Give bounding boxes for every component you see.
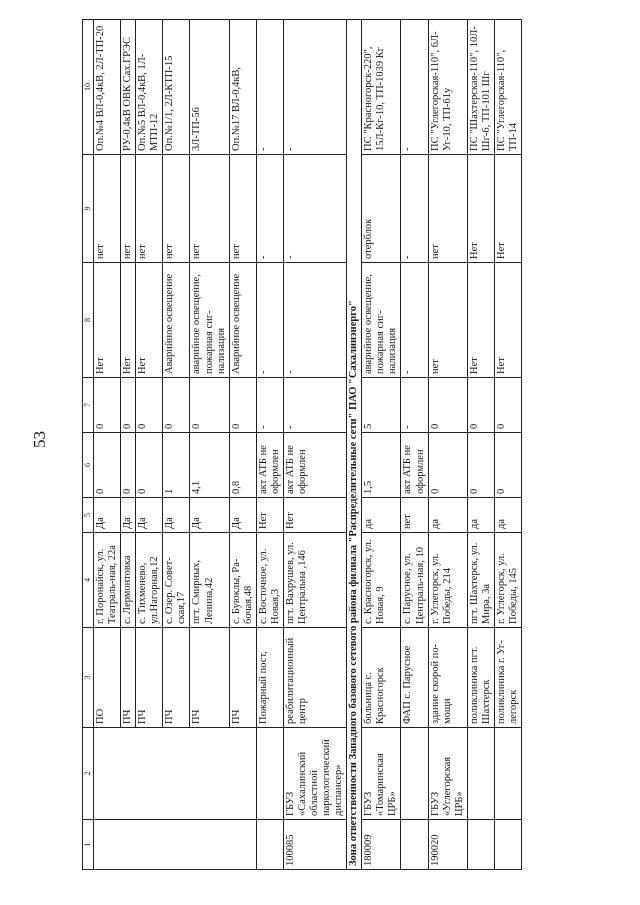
column-number: 2 (83, 728, 94, 820)
column-number: 8 (83, 263, 94, 378)
cell-c4: с. Лермонтовка (121, 533, 136, 628)
cell-c8: Нет (494, 263, 521, 378)
column-number: 3 (83, 628, 94, 728)
cell-c9: нет (136, 155, 163, 263)
cell-c10: - (256, 20, 283, 155)
cell-c3: ПЧ (163, 628, 190, 728)
table-row (94, 20, 121, 870)
cell-c1 (256, 820, 283, 870)
cell-c7: 0 (163, 378, 190, 433)
zone-heading: Зона ответственности Западного базового сетевого района филиала "Распределительные сети" ПАО "Сахалинэнерго" (347, 20, 362, 870)
cell-c10: ПС "Шахтерская-110", 10Л-Шг-6, ТП-101 Шг (467, 20, 494, 155)
cell-c2: ГБУЗ «Сахалинский областной наркологический диспансер» (283, 728, 346, 820)
cell-c4: пгт. Шахтерск, ул. Мира, 3а (467, 533, 494, 628)
cell-c8: Нет (467, 263, 494, 378)
cell-c6: 0 (94, 433, 121, 498)
cell-c3: поликлиника пгт. Шахтерск (467, 628, 494, 728)
cell-c10: РУ-0,4кВ ОВК Сах.ГРЭС (121, 20, 136, 155)
cell-c4: г. Углегорск, ул. Победы, 214 (428, 533, 467, 628)
column-number-row (83, 20, 94, 870)
cell-c5: нет (401, 498, 428, 533)
cell-c10: Оп.№1/1, 2Л-КТП-15 (163, 20, 190, 155)
cell-c5: Нет (283, 498, 346, 533)
column-number: 6 (83, 433, 94, 498)
cell-c10: ПС "Углегорская-110", ТП-14 (494, 20, 521, 155)
cell-c4: с. Восточное, ул. Новая,3 (256, 533, 283, 628)
cell-c7: 0 (121, 378, 136, 433)
cell-c3: ПЧ (121, 628, 136, 728)
cell-c1: 100085 (283, 820, 346, 870)
cell-c7: - (283, 378, 346, 433)
cell-c2 (401, 728, 428, 820)
zone-row (347, 20, 362, 870)
table-row (283, 20, 346, 870)
column-number: 1 (83, 820, 94, 870)
cell-c9: нет (190, 155, 229, 263)
cell-c6: 0 (467, 433, 494, 498)
cell-c5: да (467, 498, 494, 533)
cell-c10: - (401, 20, 428, 155)
cell-c10: 3Л-ТП-56 (190, 20, 229, 155)
cell-c10: ПС "Углегорская-110", 6Л-Уг-10, ТП-61у (428, 20, 467, 155)
cell-c10: ПС "Красногорск-220", 15Л-Кг-10, ТП-1039 Кг (362, 20, 401, 155)
column-number: 7 (83, 378, 94, 433)
cell-c9: нет (229, 155, 256, 263)
cell-c5: Да (229, 498, 256, 533)
cell-c1 (467, 820, 494, 870)
cell-c1 (401, 820, 428, 870)
cell-c6: 4,1 (190, 433, 229, 498)
cell-c8: - (401, 263, 428, 378)
cell-c5: Да (190, 498, 229, 533)
cell-c7: 0 (136, 378, 163, 433)
cell-c5: да (428, 498, 467, 533)
cell-c10: Оп.№5 ВЛ-0,4кВ, 1Л-МТП-12 (136, 20, 163, 155)
cell-c3: ФАП с. Парусное (401, 628, 428, 728)
cell-c8: Нет (94, 263, 121, 378)
cell-c7: 5 (362, 378, 401, 433)
cell-c3: Пожарный пост, (256, 628, 283, 728)
cell-c5: Да (121, 498, 136, 533)
cell-c4: пгт. Смирных, Ленина,42 (190, 533, 229, 628)
cell-c2 (467, 728, 494, 820)
data-table (82, 19, 522, 870)
column-number: 5 (83, 498, 94, 533)
cell-c4: с. Парусное, ул. Централь-ная, 10 (401, 533, 428, 628)
cell-c10: Оп.№4 ВЛ-0,4кВ, 2Л-ТП-20 (94, 20, 121, 155)
table-row (494, 20, 521, 870)
cell-c9: отерблок (362, 155, 401, 263)
cell-c9: Нет (467, 155, 494, 263)
cell-c6: 0 (136, 433, 163, 498)
column-number: 9 (83, 155, 94, 263)
cell-c3: ПО (94, 628, 121, 728)
cell-c6: акт АТБ не оформлен (256, 433, 283, 498)
rotated-table-region (82, 20, 627, 870)
cell-c5: да (362, 498, 401, 533)
cell-c3: здание скорой по-мощи (428, 628, 467, 728)
cell-c4: с. Красногорск, ул. Новая, 9 (362, 533, 401, 628)
column-number: 4 (83, 533, 94, 628)
cell-c7: 0 (467, 378, 494, 433)
cell-c6: 0 (428, 433, 467, 498)
table-row (467, 20, 494, 870)
cell-c4: г. Поронайск, ул. Театраль-ная, 22а (94, 533, 121, 628)
cell-c5: да (494, 498, 521, 533)
cell-c2: ГБУЗ «Углегорская ЦРБ» (428, 728, 467, 820)
cell-c9: нет (163, 155, 190, 263)
cell-c5: Да (163, 498, 190, 533)
cell-c3: ПЧ (190, 628, 229, 728)
page-number: 53 (30, 431, 49, 448)
table-row (256, 20, 283, 870)
cell-c9: нет (94, 155, 121, 263)
cell-c6: 0 (494, 433, 521, 498)
cell-c5: Да (94, 498, 121, 533)
cell-c1: 180009 (362, 820, 401, 870)
cell-c9: - (401, 155, 428, 263)
cell-c3: ПЧ (136, 628, 163, 728)
cell-c4: г. Углегорск, ул. Победы, 145 (494, 533, 521, 628)
cell-c3: ПЧ (229, 628, 256, 728)
cell-c4: с. Тихменево, ул.Нагорная,12 (136, 533, 163, 628)
table-row (401, 20, 428, 870)
cell-c2: ГБУЗ «Томаринская ЦРБ» (362, 728, 401, 820)
cell-c3: реабилитационный центр (283, 628, 346, 728)
cell-c3: поликлиника г. Уг-легорск (494, 628, 521, 728)
cell-c9: нет (121, 155, 136, 263)
cell-c7: 0 (190, 378, 229, 433)
column-number: 10 (83, 20, 94, 155)
cell-c10: - (283, 20, 346, 155)
row-code (94, 820, 257, 870)
cell-c10: Оп.№17 ВЛ-0,4кВ, (229, 20, 256, 155)
cell-c7: - (256, 378, 283, 433)
cell-c4: пгт. Вахрушев, ул. Центральна ,146 (283, 533, 346, 628)
cell-c6: акт АТБ не оформлен (283, 433, 346, 498)
cell-c8: аварийное освещение, пожарная сиг-нализация (190, 263, 229, 378)
cell-c5: Да (136, 498, 163, 533)
cell-c6: 1 (163, 433, 190, 498)
cell-c5: Нет (256, 498, 283, 533)
cell-c7: 0 (494, 378, 521, 433)
cell-c2 (256, 728, 283, 820)
cell-c7: 0 (94, 378, 121, 433)
table-row (362, 20, 401, 870)
cell-c6: 0 (121, 433, 136, 498)
cell-c9: нет (428, 155, 467, 263)
cell-c8: Нет (136, 263, 163, 378)
cell-c6: 0,8 (229, 433, 256, 498)
cell-c4: с. Буюклы, Ра-бочая,48 (229, 533, 256, 628)
cell-c8: Аварийное освещение (229, 263, 256, 378)
cell-c8: Нет (121, 263, 136, 378)
cell-c6: 1,5 (362, 433, 401, 498)
cell-c8: аварийное освещение, пожарная сиг-нализация (362, 263, 401, 378)
cell-c7: 0 (428, 378, 467, 433)
table-row (428, 20, 467, 870)
cell-c9: - (283, 155, 346, 263)
cell-c4: с. Озер. Совет-ская,17 (163, 533, 190, 628)
cell-c9: Нет (494, 155, 521, 263)
cell-c8: - (256, 263, 283, 378)
cell-c6: акт АТБ не оформлен (401, 433, 428, 498)
cell-c3: больница с. Красногорск (362, 628, 401, 728)
cell-c7: 0 (229, 378, 256, 433)
cell-c8: Аварийное освещение (163, 263, 190, 378)
cell-c8: - (283, 263, 346, 378)
institution-name (94, 728, 257, 820)
cell-c9: - (256, 155, 283, 263)
cell-c2 (494, 728, 521, 820)
cell-c1 (494, 820, 521, 870)
cell-c1: 190020 (428, 820, 467, 870)
cell-c8: нет (428, 263, 467, 378)
cell-c7: - (401, 378, 428, 433)
